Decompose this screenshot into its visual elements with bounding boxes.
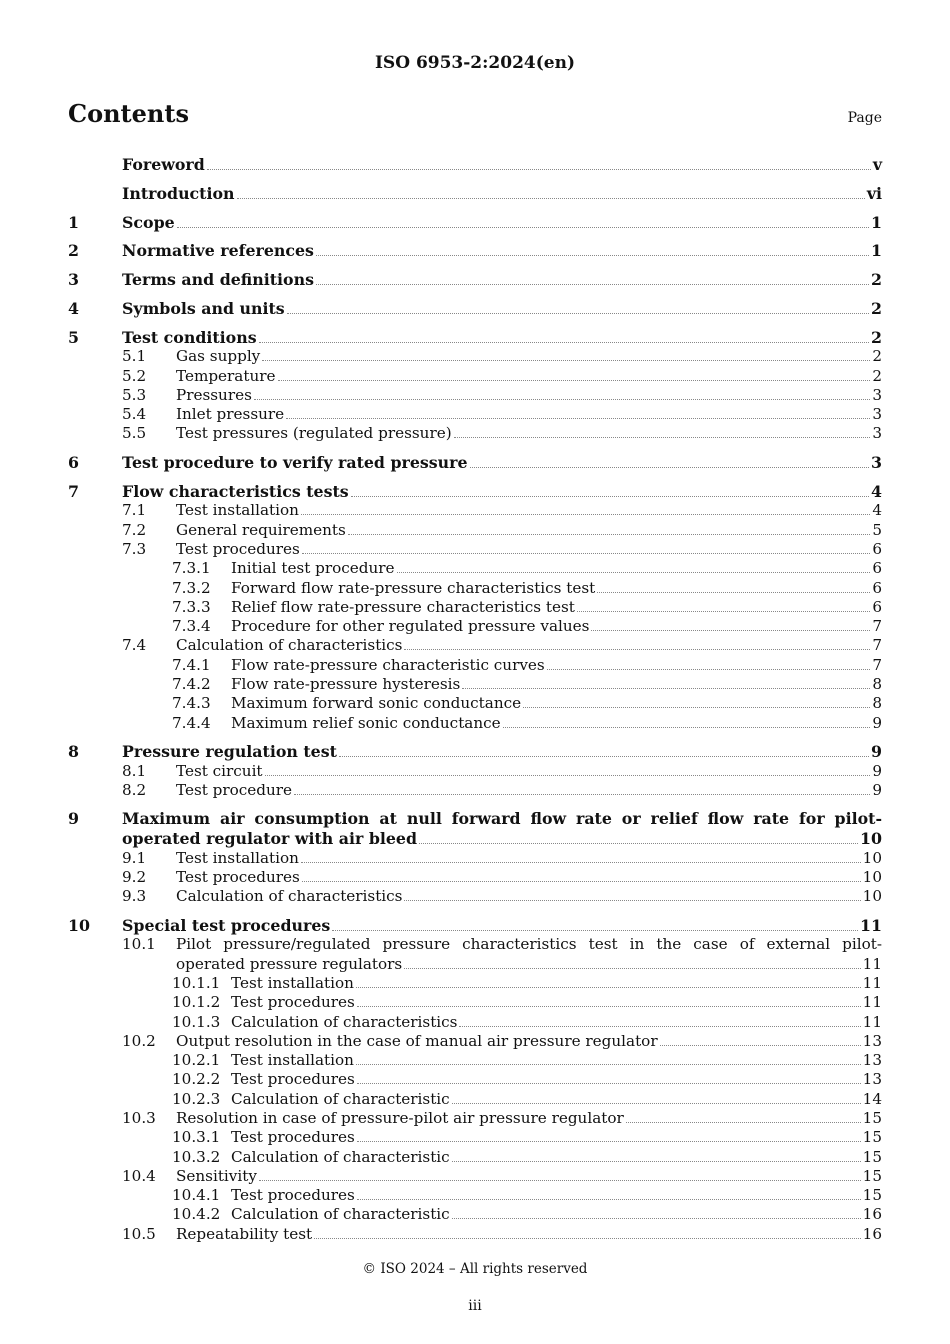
- toc-entry-title: Calculation of characteristic: [231, 1147, 450, 1166]
- toc-entry-number: 10.2.1: [172, 1051, 221, 1070]
- toc-entry-page: v: [872, 155, 882, 174]
- toc-entry-page: 6: [872, 578, 882, 597]
- toc-entry[interactable]: [68, 241, 882, 261]
- toc-entry-title: Normative references: [122, 241, 314, 261]
- toc-entry[interactable]: [68, 1013, 882, 1032]
- toc-entry-title: Pressure regulation test: [122, 742, 337, 762]
- toc-entry-page: vi: [866, 183, 882, 203]
- dot-leader: [332, 930, 858, 931]
- dot-leader: [452, 1103, 861, 1104]
- toc-entry-title-continued: operated regulator with air bleed: [122, 829, 418, 849]
- toc-entry-title: Relief flow rate-pressure characteristics test: [231, 597, 575, 616]
- toc-entry-title: General requirements: [176, 520, 346, 539]
- toc-entry-number: 7: [68, 481, 79, 501]
- toc-entry-title: Gas supply: [176, 347, 261, 366]
- toc-entry-page: 3: [872, 405, 882, 424]
- dot-leader: [348, 534, 871, 535]
- toc-entry[interactable]: [68, 1032, 882, 1051]
- toc-entry-page: 2: [871, 270, 882, 290]
- toc-entry[interactable]: [68, 742, 882, 762]
- toc-entry-title: Test procedure to verify rated pressure: [122, 452, 468, 472]
- toc-entry[interactable]: [68, 1090, 882, 1109]
- toc-entry-page: 2: [872, 366, 882, 385]
- toc-entry[interactable]: [68, 540, 882, 559]
- toc-entry[interactable]: [68, 617, 882, 636]
- toc-entry[interactable]: [68, 521, 882, 540]
- contents-title: Contents: [68, 99, 189, 128]
- toc-entry-title: Forward flow rate-pressure characteristics test: [231, 578, 596, 597]
- page-column-label: Page: [847, 110, 882, 126]
- dot-leader: [314, 1238, 861, 1239]
- toc-entry-title: Calculation of characteristics: [176, 887, 403, 906]
- toc-entry[interactable]: [68, 974, 882, 993]
- toc-entry-number: 5.2: [122, 366, 147, 385]
- toc-entry[interactable]: [68, 694, 882, 713]
- toc-entry[interactable]: [68, 868, 882, 887]
- toc-entry-title: Test procedures: [231, 1186, 355, 1205]
- toc-entry-page: 16: [862, 1224, 882, 1243]
- toc-entry-number: 6: [68, 452, 79, 472]
- toc-entry-number: 7.2: [122, 520, 147, 539]
- toc-entry-title: Calculation of characteristics: [231, 1012, 458, 1031]
- dot-leader: [259, 1180, 861, 1181]
- toc-entry-number: 10.2.3: [172, 1089, 221, 1108]
- toc-entry-page: 11: [862, 973, 882, 992]
- toc-entry-page: 3: [871, 452, 882, 472]
- toc-entry-number: 7.3.4: [172, 617, 211, 636]
- toc-entry-number: 10.5: [122, 1224, 156, 1243]
- toc-entry-page: 13: [862, 1070, 882, 1089]
- toc-entry-title: Output resolution in the case of manual air pressure regulator: [176, 1031, 658, 1050]
- toc-entry-number: 9.1: [122, 848, 147, 867]
- toc-entry[interactable]: [68, 405, 882, 424]
- toc-entry-page: 15: [862, 1128, 882, 1147]
- toc-entry-page: 1: [871, 212, 882, 232]
- toc-entry[interactable]: [68, 849, 882, 868]
- toc-entry-page: 3: [872, 385, 882, 404]
- dot-leader: [177, 227, 869, 228]
- toc-entry-number: 5.5: [122, 424, 147, 443]
- toc-entry-title: Terms and definitions: [122, 270, 314, 290]
- toc-entry-number: 8.2: [122, 780, 147, 799]
- toc-entry-title: Introduction: [122, 183, 235, 203]
- dot-leader: [470, 467, 869, 468]
- dot-leader: [547, 669, 871, 670]
- toc-entry-number: 10.2.2: [172, 1070, 221, 1089]
- dot-leader: [356, 1064, 861, 1065]
- toc-entry-number: 10.3.2: [172, 1147, 221, 1166]
- toc-entry-number: 1: [68, 212, 79, 232]
- toc-entry-title: Procedure for other regulated pressure values: [231, 617, 590, 636]
- toc-entry[interactable]: [68, 386, 882, 405]
- toc-entry-number: 10.1: [122, 935, 156, 954]
- toc-entry-number: 7.3.3: [172, 597, 211, 616]
- dot-leader: [404, 900, 860, 901]
- toc-entry-title: Maximum relief sonic conductance: [231, 713, 501, 732]
- dot-leader: [462, 688, 870, 689]
- toc-entry[interactable]: [68, 636, 882, 655]
- toc-entry-title: Pressures: [176, 385, 252, 404]
- toc-entry-number: 7.1: [122, 501, 147, 520]
- toc-entry-number: 5.4: [122, 405, 147, 424]
- toc-entry-number: 7.4.1: [172, 655, 211, 674]
- dot-leader: [302, 881, 861, 882]
- toc-entry[interactable]: [68, 1128, 882, 1147]
- toc-entry-number: 8: [68, 742, 79, 762]
- toc-entry[interactable]: [68, 155, 882, 175]
- toc-entry-page: 5: [872, 520, 882, 539]
- dot-leader: [452, 1161, 861, 1162]
- toc-entry[interactable]: [68, 714, 882, 733]
- toc-entry-title: Test procedures: [231, 993, 355, 1012]
- toc-entry[interactable]: [68, 1225, 882, 1244]
- dot-leader: [339, 756, 869, 757]
- toc-entry[interactable]: [68, 1167, 882, 1186]
- dot-leader: [207, 169, 871, 170]
- toc-entry-page: 11: [862, 993, 882, 1012]
- toc-entry-page: 14: [862, 1089, 882, 1108]
- toc-entry-title: Test installation: [231, 973, 354, 992]
- toc-entry-title: Test procedures: [176, 867, 300, 886]
- table-of-contents: [68, 152, 882, 1244]
- dot-leader: [301, 862, 861, 863]
- dot-leader: [523, 707, 870, 708]
- toc-entry-title: Test conditions: [122, 327, 257, 347]
- toc-entry-title: Maximum forward sonic conductance: [231, 694, 522, 713]
- toc-entry[interactable]: [68, 656, 882, 675]
- dot-leader: [591, 630, 870, 631]
- toc-entry-title: Resolution in case of pressure-pilot air pressure regulator: [176, 1108, 624, 1127]
- toc-entry-page: 8: [872, 675, 882, 693]
- toc-entry-number: 3: [68, 270, 79, 290]
- dot-leader: [301, 514, 870, 515]
- toc-entry[interactable]: [68, 453, 882, 473]
- toc-entry[interactable]: [68, 1148, 882, 1167]
- toc-entry-page: 6: [872, 597, 882, 616]
- dot-leader: [287, 313, 869, 314]
- toc-entry-number: 9.3: [122, 887, 147, 906]
- toc-entry-title: Test installation: [176, 848, 299, 867]
- toc-entry-number: 10.4: [122, 1166, 156, 1185]
- toc-entry-page: 9: [872, 780, 882, 799]
- toc-entry-title: Test installation: [231, 1051, 354, 1070]
- toc-entry-number: 10.1.3: [172, 1012, 221, 1031]
- toc-entry[interactable]: [68, 993, 882, 1012]
- toc-entry-title: Maximum air consumption at null forward flow rate or relief flow rate for pilot-: [122, 809, 882, 829]
- toc-entry-title: Test procedures: [176, 539, 300, 558]
- dot-leader: [316, 255, 869, 256]
- toc-entry-title: Calculation of characteristic: [231, 1205, 450, 1224]
- toc-entry-page: 10: [862, 887, 882, 906]
- toc-entry-page: 9: [872, 761, 882, 780]
- dot-leader: [278, 380, 871, 381]
- toc-entry-number: 9.2: [122, 867, 147, 886]
- toc-entry-title: Pilot pressure/regulated pressure characteristics test in the case of external pilot-: [176, 935, 882, 954]
- toc-entry[interactable]: [68, 424, 882, 443]
- toc-entry[interactable]: [68, 1205, 882, 1224]
- toc-entry-number: 7.3: [122, 539, 147, 558]
- toc-entry-number: 5.3: [122, 385, 147, 404]
- dot-leader: [660, 1045, 861, 1046]
- page-number: iii: [468, 1298, 482, 1314]
- toc-entry-number: 5: [68, 327, 79, 347]
- toc-entry-page: 3: [872, 424, 882, 443]
- toc-entry[interactable]: [68, 935, 882, 974]
- toc-entry-title: Foreword: [122, 155, 205, 174]
- toc-entry[interactable]: [68, 1051, 882, 1070]
- toc-entry-title: Scope: [122, 212, 175, 232]
- toc-entry-page: 15: [862, 1108, 882, 1127]
- toc-entry-page: 10: [860, 829, 882, 849]
- toc-entry-number: 10.4.1: [172, 1186, 221, 1205]
- document-id-header: ISO 6953-2:2024(en): [374, 53, 575, 73]
- toc-entry-number: 7.4.3: [172, 694, 211, 713]
- toc-entry-number: 2: [68, 241, 79, 261]
- toc-entry-title: Test pressures (regulated pressure): [176, 424, 452, 443]
- toc-entry-number: 10.2: [122, 1031, 156, 1050]
- toc-entry-page: 9: [871, 742, 882, 762]
- dot-leader: [597, 592, 870, 593]
- toc-entry-title: Calculation of characteristic: [231, 1089, 450, 1108]
- dot-leader: [237, 198, 865, 199]
- dot-leader: [356, 987, 861, 988]
- toc-entry-number: 10: [68, 915, 90, 935]
- toc-entry[interactable]: [68, 501, 882, 520]
- toc-entry-number: 10.1.2: [172, 993, 221, 1012]
- toc-entry-number: 4: [68, 298, 79, 318]
- dot-leader: [357, 1006, 861, 1007]
- toc-entry-number: 7.4.4: [172, 713, 211, 732]
- dot-leader: [626, 1122, 861, 1123]
- dot-leader: [262, 360, 870, 361]
- dot-leader: [357, 1199, 861, 1200]
- toc-entry-page: 9: [872, 713, 882, 732]
- toc-entry[interactable]: [68, 762, 882, 781]
- toc-entry-page: 6: [872, 539, 882, 558]
- toc-entry-page: 13: [862, 1031, 882, 1050]
- dot-leader: [452, 1218, 861, 1219]
- dot-leader: [254, 399, 870, 400]
- toc-entry-number: 7.3.2: [172, 578, 211, 597]
- toc-entry-title-continued: operated pressure regulators: [176, 954, 403, 973]
- toc-entry-title: Initial test procedure: [231, 559, 395, 578]
- toc-entry-page: 4: [872, 501, 882, 520]
- dot-leader: [294, 794, 870, 795]
- toc-entry-title: Flow rate-pressure characteristic curves: [231, 655, 545, 674]
- toc-entry-number: 7.4.2: [172, 675, 211, 693]
- dot-leader: [459, 1026, 860, 1027]
- toc-entry-number: 9: [68, 809, 79, 829]
- dot-leader: [357, 1141, 861, 1142]
- toc-entry-title: Special test procedures: [122, 915, 331, 935]
- toc-entry-page: 2: [871, 298, 882, 318]
- toc-entry[interactable]: [68, 184, 882, 204]
- dot-leader: [316, 284, 869, 285]
- toc-entry-page: 1: [871, 241, 882, 261]
- toc-entry-title: Test procedures: [231, 1070, 355, 1089]
- toc-entry[interactable]: [68, 916, 882, 936]
- toc-entry-title: Temperature: [176, 366, 276, 385]
- toc-entry-title: Test procedures: [231, 1128, 355, 1147]
- toc-entry[interactable]: [68, 328, 882, 348]
- toc-entry-number: 10.3: [122, 1108, 156, 1127]
- toc-entry-number: 10.4.2: [172, 1205, 221, 1224]
- dot-leader: [302, 553, 871, 554]
- toc-entry-title: Test procedure: [176, 780, 293, 799]
- toc-entry-page: 7: [872, 655, 882, 674]
- toc-entry-title: Test installation: [176, 501, 299, 520]
- toc-entry-page: 11: [860, 915, 882, 935]
- dot-leader: [265, 775, 871, 776]
- toc-entry-page: 7: [872, 636, 882, 655]
- toc-entry-page: 7: [872, 617, 882, 636]
- toc-entry-title: Sensitivity: [176, 1166, 257, 1185]
- toc-entry[interactable]: [68, 482, 882, 502]
- toc-entry[interactable]: [68, 1186, 882, 1205]
- toc-entry[interactable]: [68, 675, 882, 694]
- toc-entry-title: Flow rate-pressure hysteresis: [231, 675, 461, 693]
- toc-entry-title: Inlet pressure: [176, 405, 285, 424]
- toc-entry-number: 7.3.1: [172, 559, 211, 578]
- dot-leader: [357, 1083, 861, 1084]
- toc-entry-number: 7.4: [122, 636, 147, 655]
- toc-entry-page: 2: [872, 347, 882, 366]
- toc-entry[interactable]: [68, 598, 882, 617]
- toc-entry[interactable]: [68, 579, 882, 598]
- toc-entry-page: 11: [862, 954, 882, 973]
- toc-entry-title: Symbols and units: [122, 298, 285, 318]
- toc-entry-title: Flow characteristics tests: [122, 481, 349, 501]
- toc-entry[interactable]: [68, 887, 882, 906]
- toc-entry-page: 15: [862, 1166, 882, 1185]
- toc-entry-page: 13: [862, 1051, 882, 1070]
- toc-entry-page: 8: [872, 694, 882, 713]
- toc-entry-number: 10.3.1: [172, 1128, 221, 1147]
- toc-entry[interactable]: [68, 299, 882, 319]
- toc-entry-page: 2: [871, 327, 882, 347]
- toc-entry-title: Calculation of characteristics: [176, 636, 403, 655]
- toc-entry[interactable]: [68, 270, 882, 290]
- dot-leader: [577, 611, 870, 612]
- dot-leader: [404, 968, 860, 969]
- toc-entry-number: 5.1: [122, 347, 147, 366]
- toc-entry[interactable]: [68, 1109, 882, 1128]
- toc-entry-title: Test circuit: [176, 761, 263, 780]
- toc-entry-number: 10.1.1: [172, 973, 221, 992]
- toc-entry-page: 10: [862, 848, 882, 867]
- dot-leader: [286, 418, 870, 419]
- dot-leader: [404, 649, 870, 650]
- dot-leader: [419, 843, 858, 844]
- toc-entry-page: 15: [862, 1147, 882, 1166]
- dot-leader: [351, 496, 869, 497]
- copyright-footer: © ISO 2024 – All rights reserved: [362, 1261, 588, 1277]
- toc-entry[interactable]: [68, 367, 882, 386]
- toc-entry[interactable]: [68, 559, 882, 578]
- toc-entry-title: Repeatability test: [176, 1224, 313, 1243]
- dot-leader: [259, 342, 869, 343]
- toc-entry[interactable]: [68, 1070, 882, 1089]
- toc-entry-number: 8.1: [122, 761, 147, 780]
- toc-entry[interactable]: [68, 809, 882, 848]
- toc-entry[interactable]: [68, 347, 882, 366]
- toc-entry-page: 10: [862, 867, 882, 886]
- toc-entry-page: 16: [862, 1205, 882, 1224]
- toc-entry-page: 11: [862, 1012, 882, 1031]
- dot-leader: [397, 572, 871, 573]
- toc-entry[interactable]: [68, 781, 882, 800]
- toc-entry[interactable]: [68, 213, 882, 233]
- dot-leader: [454, 437, 871, 438]
- toc-entry-page: 15: [862, 1186, 882, 1205]
- dot-leader: [503, 727, 871, 728]
- toc-entry-page: 6: [872, 559, 882, 578]
- toc-entry-page: 4: [871, 481, 882, 501]
